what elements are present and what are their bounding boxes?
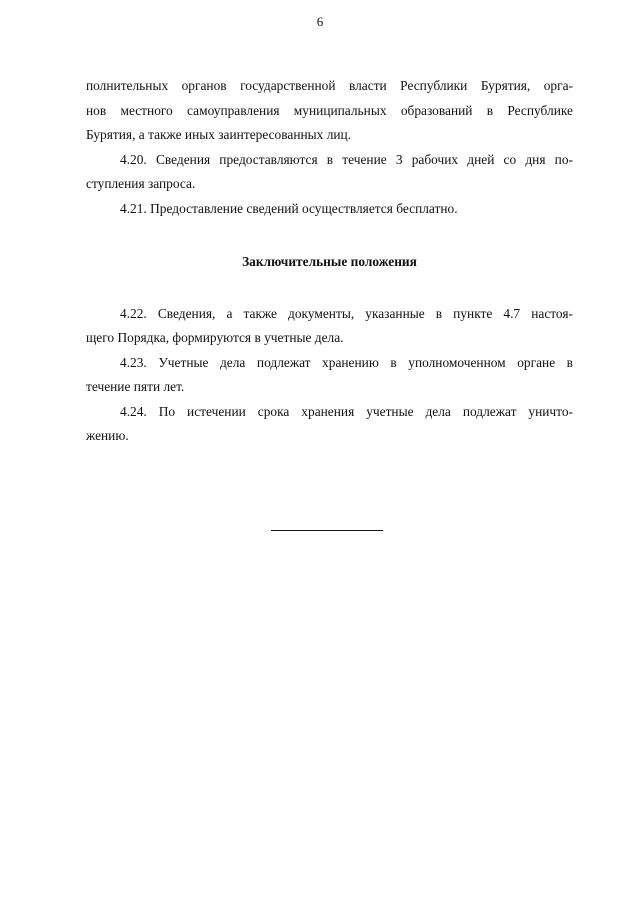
paragraph-continuation: [86, 74, 573, 148]
text-line: полнительных органов государственной власти Республики Бурятия, орга-: [86, 78, 573, 93]
text-line: 4.22. Сведения, а также документы, указанные в пункте 4.7 настоя-: [120, 305, 573, 321]
paragraph-4-24: [86, 400, 573, 449]
paragraph-4-23: [86, 351, 573, 400]
text-line: ступления запроса.: [86, 176, 196, 191]
closing-divider-line: [271, 530, 383, 531]
text-line: щего Порядка, формируются в учетные дела.: [86, 330, 344, 345]
page-number: 6: [316, 14, 324, 29]
text-line: Бурятия, а также иных заинтересованных лиц.: [86, 127, 352, 142]
paragraph-4-21: [86, 197, 573, 222]
text-line: 4.23. Учетные дела подлежат хранению в уполномоченном органе в: [120, 354, 573, 370]
section-heading: Заключительные положения: [242, 254, 417, 269]
text-line: 4.20. Сведения предоставляются в течение 3 рабочих дней со дня по-: [120, 151, 573, 167]
text-line: жению.: [86, 428, 129, 443]
text-line: 4.24. По истечении срока хранения учетные дела подлежат уничто-: [120, 403, 573, 419]
text-line: 4.21. Предоставление сведений осуществляется бесплатно.: [120, 200, 458, 216]
paragraph-4-22: [86, 302, 573, 351]
paragraph-4-20: [86, 148, 573, 197]
text-line: нов местного самоуправления муниципальных образований в Республике: [86, 102, 573, 118]
text-line: течение пяти лет.: [86, 379, 185, 394]
document-body: [86, 74, 573, 449]
